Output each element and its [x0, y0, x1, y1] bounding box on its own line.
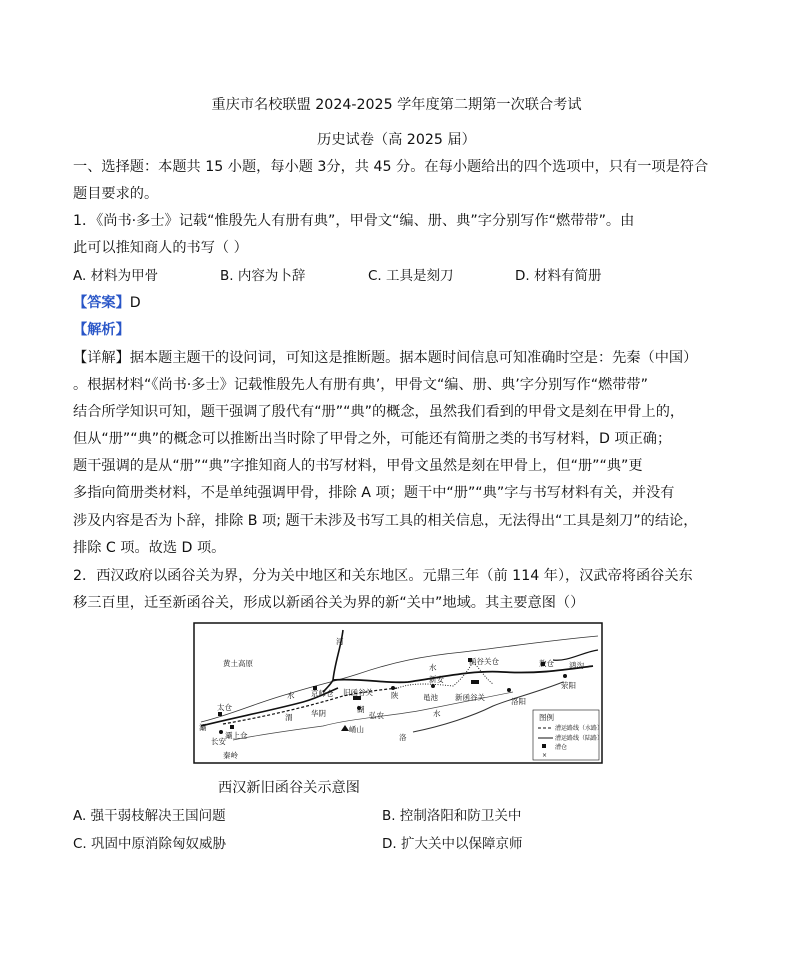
label-changan: 长安: [211, 737, 226, 746]
label-shui2: 水: [287, 691, 295, 700]
legend-x-mark: ×: [542, 752, 548, 759]
exam-title: 重庆市名校联盟 2024-2025 学年度第二期第一次联合考试: [211, 97, 582, 113]
label-shui1: 水: [429, 663, 437, 672]
label-hongnong: 弘农: [369, 711, 384, 720]
city-shan-marker: [391, 686, 395, 690]
hangu-pass-map: [193, 622, 603, 764]
q1-detail-line2: 。根据材料“《尚书·多士》记载惟殷先人有册有典’，甲骨文“编、册、典’字分别写作“燃带带”: [73, 377, 648, 393]
map-legend: [533, 710, 603, 760]
label-bashang: 灞上仓: [225, 731, 248, 740]
city-xingyang-marker: [563, 674, 567, 678]
answer-value: D: [129, 295, 141, 311]
answer-label: 【答案】: [73, 295, 130, 311]
label-wei: 渭: [285, 713, 293, 722]
detail-label: 【详解】: [73, 350, 130, 366]
q1-detail-line1: 【详解】据本题主题干的设问词，可知这是推断题。据本题时间信息可知准确时空是：先秦（中国）: [73, 350, 698, 366]
label-hangu-cang: 函谷关仓: [469, 657, 499, 666]
q2-option-a: A. 强干弱枝解决王国问题: [73, 808, 226, 824]
label-jingshi-cang: 京师仓: [311, 689, 334, 698]
q1-detail-line4: 但从“册”“典”的概念可以推断出当时除了甲骨之外，可能还有简册之类的书写材料，D 项正确；: [73, 431, 672, 447]
section-instruction-line1: 一、选择题：本题共 15 小题，每小题 3分，共 45 分。在每小题给出的四个选项中，只有一项是符合: [73, 159, 709, 175]
label-taicang: 太仓: [217, 703, 232, 712]
q1-option-a: A. 材料为甲骨: [73, 268, 159, 284]
q1-stem-line2: 此可以推知商人的书写（ ）: [73, 240, 248, 256]
granary-bashang-marker: [230, 725, 234, 729]
new-pass-gate-icon: [471, 680, 479, 684]
label-xinan: 新安: [429, 675, 444, 684]
q1-detail-line7: 涉及内容是否为卜辞，排除 B 项; 题干未涉及书写工具的相关信息，无法得出“工具是刻刀”的结论，: [73, 513, 698, 529]
label-he: 河: [336, 637, 344, 646]
label-new-pass: 新函谷关: [455, 693, 485, 702]
label-xingyang: 荥阳: [561, 681, 576, 690]
label-qinling: 秦岭: [223, 751, 238, 760]
q1-option-b: B. 内容为卜辞: [220, 268, 306, 284]
legend-granary-marker: [542, 744, 546, 748]
q2-stem-line2: 移三百里，迁至新函谷关，形成以新函谷关为界的新“关中”地域。其主要意图（）: [73, 595, 585, 611]
section-instruction-line2: 题目要求的。: [73, 186, 159, 202]
granary-taicang-marker: [218, 712, 222, 716]
legend-land: 漕运路线（陆路）: [555, 735, 603, 742]
q2-stem-line1: 2．西汉政府以函谷关为界，分为关中地区和关东地区。元鼎三年（前 114 年），汉武帝将函谷关东: [73, 568, 693, 584]
legend-granary: 漕仓: [555, 744, 568, 751]
q2-option-c: C. 巩固中原消除匈奴威胁: [73, 836, 227, 852]
q1-option-c: C. 工具是刻刀: [368, 268, 454, 284]
label-huayin: 华阴: [311, 709, 326, 718]
label-hu: 湖: [357, 705, 365, 714]
city-xinan-marker: [431, 684, 435, 688]
q1-stem-line1: 1．《尚书·多士》记载“惟殷先人有册有典”，甲骨文“编、册、典”字分别写作“燃带带”。由: [73, 213, 635, 229]
q1-analysis: [73, 320, 130, 340]
legend-water: 漕运路线（水路）: [555, 725, 603, 732]
label-luoyang: 洛阳: [511, 697, 526, 706]
q1-detail-line5: 题干强调的是从“册”“典”字推知商人的书写材料，甲骨文虽然是刻在甲骨上，但“册”“典”更: [73, 458, 643, 474]
label-mianchi: 黾池: [423, 693, 438, 702]
q1-answer: [73, 293, 141, 313]
label-honggou: 鸿沟: [569, 661, 584, 670]
label-plateau: 黄土高原: [223, 659, 253, 668]
analysis-label: 【解析】: [73, 322, 130, 338]
q1-option-d: D. 材料有简册: [515, 268, 602, 284]
label-luo: 洛: [399, 733, 407, 742]
q1-detail-line8: 排除 C 项。故选 D 项。: [73, 540, 226, 556]
q2-option-b: B. 控制洛阳和防卫关中: [382, 808, 522, 824]
q2-option-d: D. 扩大关中以保障京师: [382, 836, 523, 852]
city-luoyang-marker: [507, 688, 511, 692]
legend-title: 图例: [539, 713, 554, 722]
label-ao-cang: 敖仓: [539, 659, 554, 668]
label-old-pass: 旧函谷关: [343, 688, 373, 697]
label-xiaoshan: 崤山: [349, 725, 364, 734]
q1-detail-line3: 结合所学知识可知，题干强调了殷代有“册”“典”的概念，虽然我们看到的甲骨文是刻在甲骨上的，: [73, 404, 685, 420]
label-chan: 灞: [199, 723, 207, 732]
label-shui3: 水: [433, 709, 441, 718]
q2-map-caption: 西汉新旧函谷关示意图: [218, 780, 360, 796]
q1-detail-line6: 多指向简册类材料，不是单纯强调甲骨，排除 A 项；题干中“册”“典”字与书写材料有关，并没有: [73, 485, 675, 501]
city-changan-marker: [219, 730, 223, 734]
label-shan: 陕: [391, 691, 399, 700]
exam-subtitle: 历史试卷（高 2025 届）: [317, 132, 476, 148]
